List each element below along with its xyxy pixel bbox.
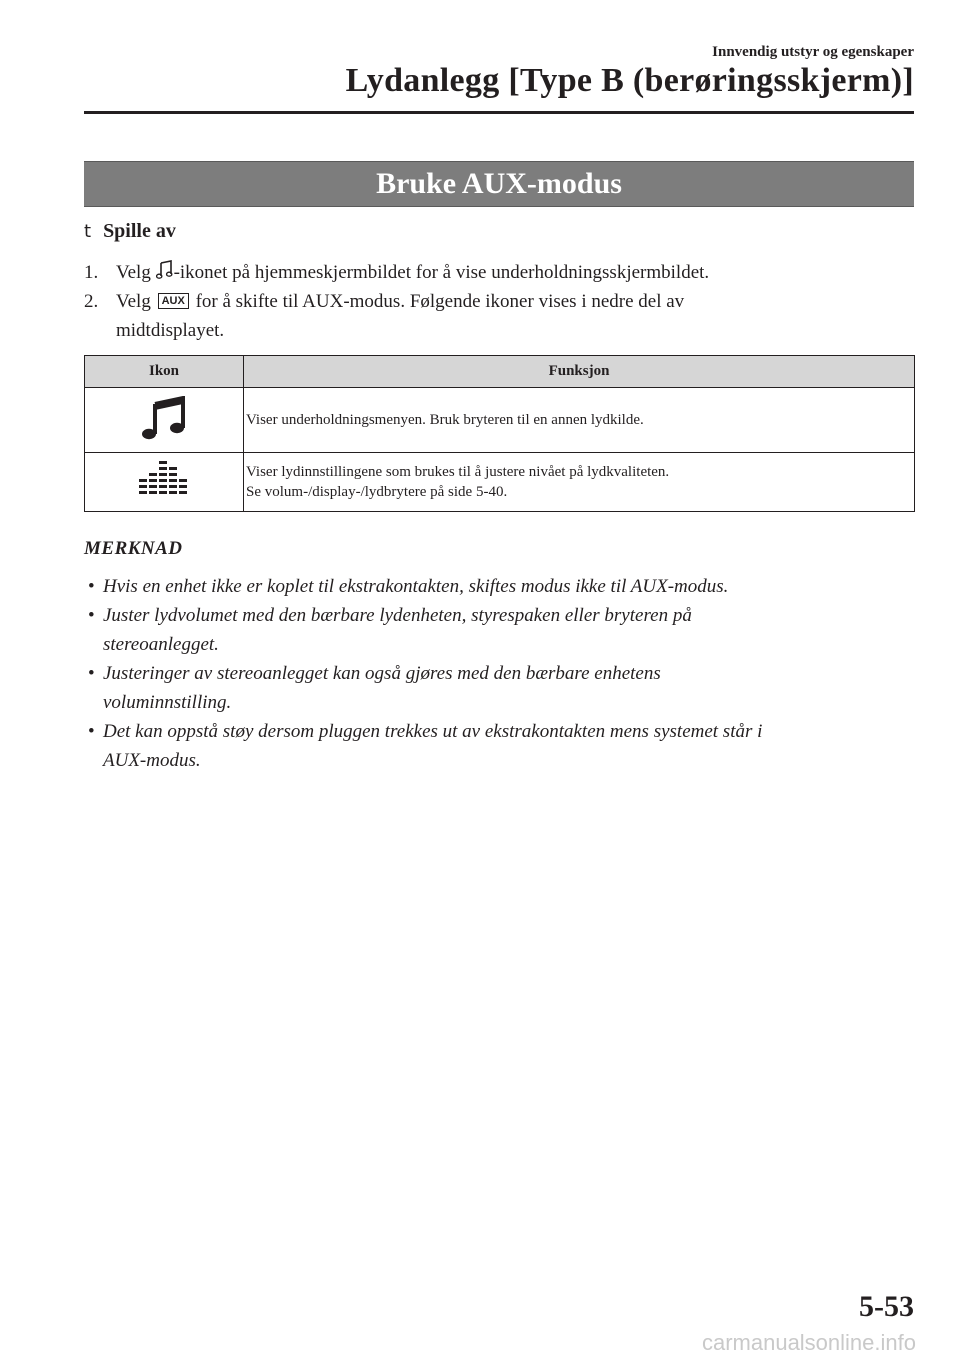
table-row xyxy=(85,388,915,453)
step-number: 2. xyxy=(84,291,99,312)
equalizer-icon xyxy=(136,488,192,504)
chapter-subtitle: Innvendig utstyr og egenskaper xyxy=(712,44,914,60)
bullet-icon: • xyxy=(88,663,95,684)
table-function-cell xyxy=(244,453,915,512)
table-header-icon: Ikon xyxy=(85,356,244,388)
note-text-continuation: stereoanlegget. xyxy=(103,634,219,655)
table-icon-cell xyxy=(85,388,244,453)
function-text-line: Viser lydinnstillingene som brukes til å justere nivået på lydkvaliteten. xyxy=(246,464,670,480)
table-function-cell xyxy=(244,388,915,453)
step-number: 1. xyxy=(84,262,99,283)
table-header-row xyxy=(85,356,915,388)
step-text-after: for å skifte til AUX-modus. Følgende ikoner vises i nedre del av xyxy=(190,291,685,312)
section-marker: t xyxy=(84,221,92,242)
step-text-before: Velg xyxy=(116,291,156,312)
function-text: Viser underholdningsmenyen. Bruk bryteren til en annen lydkilde. xyxy=(246,412,644,428)
note-item xyxy=(84,601,914,659)
note-item xyxy=(84,717,914,775)
chapter-title: Lydanlegg [Type B (berøringsskjerm)] xyxy=(345,62,914,99)
note-text: Det kan oppstå støy dersom pluggen trekkes ut av ekstrakontakten mens systemet står i xyxy=(103,721,763,742)
music-note-icon xyxy=(141,428,187,444)
step-1 xyxy=(84,258,709,289)
section-banner: Bruke AUX-modus xyxy=(84,161,914,207)
function-text-line: Se volum-/display-/lydbrytere på side 5-40. xyxy=(246,484,508,500)
bullet-icon: • xyxy=(88,605,95,626)
note-heading: MERKNAD xyxy=(84,538,183,559)
note-item xyxy=(84,572,914,601)
step-text-before: Velg xyxy=(116,262,156,283)
page-number: 5-53 xyxy=(859,1290,914,1323)
note-text-continuation: AUX-modus. xyxy=(103,750,201,771)
bullet-icon: • xyxy=(88,576,95,597)
note-text: Juster lydvolumet med den bærbare lydenheten, styrespaken eller bryteren på xyxy=(103,605,692,626)
table-icon-cell xyxy=(85,453,244,512)
subsection-heading-text: Spille av xyxy=(103,220,176,242)
header-divider xyxy=(84,111,914,114)
bullet-icon: • xyxy=(88,721,95,742)
icon-function-table xyxy=(84,355,915,512)
table-header-function: Funksjon xyxy=(244,356,915,388)
aux-icon: AUX xyxy=(158,293,189,309)
watermark: carmanualsonline.info xyxy=(701,1330,916,1355)
note-text: Hvis en enhet ikke er koplet til ekstrakontakten, skiftes modus ikke til AUX-modus. xyxy=(103,576,729,597)
note-text-continuation: voluminnstilling. xyxy=(103,692,232,713)
note-list xyxy=(84,572,914,775)
subsection-heading xyxy=(84,220,176,243)
step-2 xyxy=(84,287,684,345)
step-text-continuation: midtdisplayet. xyxy=(116,320,225,341)
table-row xyxy=(85,453,915,512)
note-item xyxy=(84,659,914,717)
note-text: Justeringer av stereoanlegget kan også gjøres med den bærbare enhetens xyxy=(103,663,661,684)
step-text-after: -ikonet på hjemmeskjermbildet for å vise underholdningsskjermbildet. xyxy=(173,262,710,283)
music-note-icon xyxy=(156,260,174,289)
